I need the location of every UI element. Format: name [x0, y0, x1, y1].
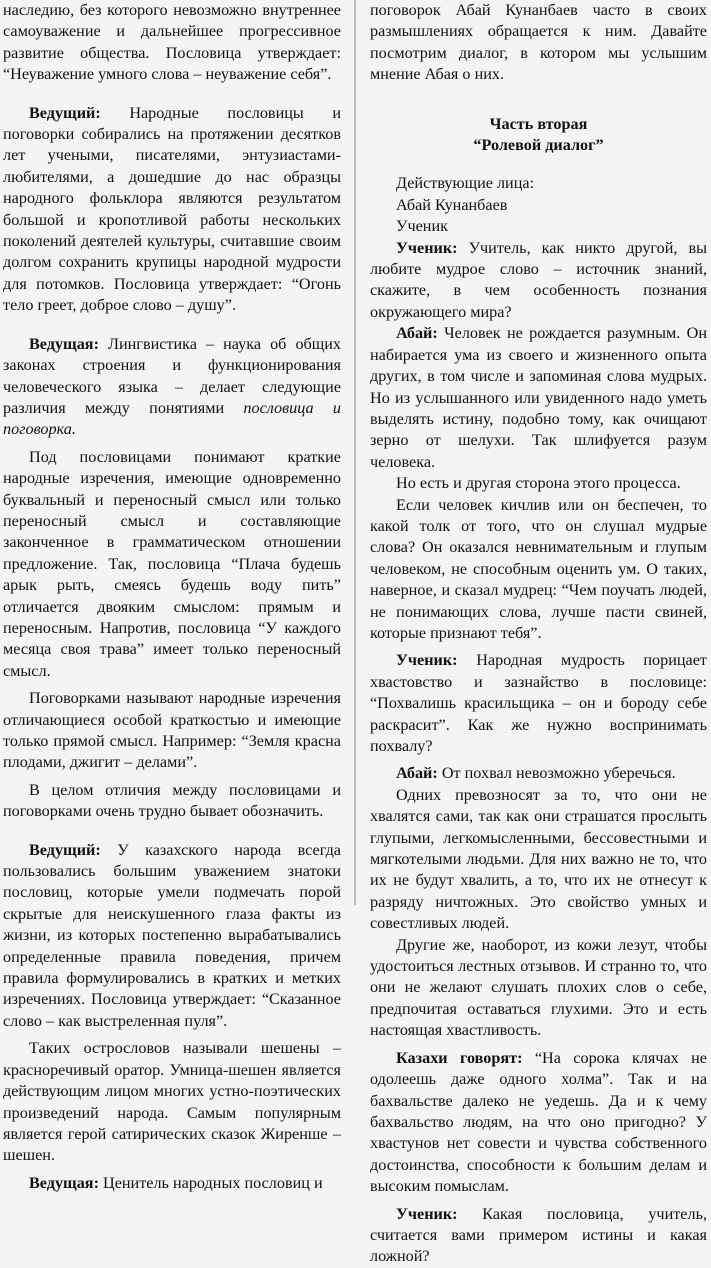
left-column — [3, 0, 341, 1194]
paragraph: Под пословицами понимают краткие народные изречения, имеющие одновременно буквальный и переносный смысл или только переносный смысл и составляющие законченное в грамматическом отношении предложение. Так, пословица “Плача будешь арык рыть, смеясь будешь воду пить” отличается двояким смыслом: прямым и переносным. Напротив, пословица “У каждого месяца своя трава” имеет только переносный смысл. — [3, 447, 341, 680]
paragraph: В целом отличия между пословицами и поговорками очень трудно бывает обозначить. — [3, 780, 341, 821]
cast-member: Ученик — [396, 217, 448, 236]
speaker-label: Ученик: — [396, 1204, 458, 1223]
section-subheading: “Ролевой диалог” — [473, 136, 604, 155]
dialogue-line — [370, 323, 707, 473]
speaker-label: Ведущая: — [29, 334, 99, 353]
paragraph: Таких острословов называли шешены – красноречивый оратор. Умница-шешен является действующим лицом многих устно-поэтических произведений народа. Самым популярным является герой сатирических сказок Жиренше – шешен. — [3, 1039, 341, 1165]
dialogue-line — [370, 650, 707, 757]
column-divider — [354, 0, 356, 905]
speaker-label: Казахи говорят: — [396, 1048, 523, 1067]
paragraph: Поговорками называют народные изречения отличающиеся особой краткостью и имеющие только прямой смысл. Например: “Земля красна плодами, джигит – делами”. — [3, 689, 341, 772]
dialogue-text: Какая пословица, учитель, считается вами примером истины и какая ложной? — [370, 1204, 707, 1266]
cast-title: Действующие лица: — [396, 174, 535, 193]
dialogue-line — [370, 238, 707, 324]
speaker-paragraph — [3, 334, 341, 441]
speaker-label: Ведущая: — [29, 1173, 99, 1192]
speaker-paragraph — [3, 103, 341, 317]
paragraph-text: Народные пословицы и поговорки собирались на протяжении десятков лет учеными, писателями, энтузиастами-любителями, а дошедшие до нас образцы народного фольклора являются результатом большой и кропотливой работы нескольких поколений деятелей культуры, считавшие своим долгом сохранить крупицы народной мудрости для потомков. Пословица утверждает: “Огонь тело греет, доброе слово – душу”. — [3, 103, 341, 315]
dialogue-text: Человек не рождается разумным. Он набирается ума из своего и жизненного опыта других, в том числе и запоминая слова мудрых. Но из услышанного или увиденного надо уметь выделять истину, подобно тому, как очищают зерно от шелухи. Так шлифуется разум человека. — [370, 324, 707, 471]
paragraph-text: Ценитель народных пословиц и — [98, 1173, 323, 1192]
dialogue-text: “На сорока клячах не одолеешь даже одного холма”. Так и на бахвальстве далеко не уедешь. Да и к чему бахвальство людям, на что оно пригодно? У хвастунов нет совести и чувства собственного достоинства, способности к большим делам и высоким помыслам. — [370, 1048, 707, 1196]
cast-member: Абай Кунанбаев — [396, 195, 508, 214]
paragraph: Если человек кичлив или он беспечен, то какой толк от того, что он слушал мудрые слова? Он оказался невнимательным и глупым человеком, не способным оценить ум. О таких, наверное, и сказал мудрец: “Чем поучать людей, не понимающих слова, лучше пасти свиней, которые признают тебя”. — [370, 495, 707, 642]
speaker-label: Ведущий: — [29, 840, 101, 859]
italic-term: пословица и поговорка. — [3, 398, 342, 439]
speaker-paragraph — [3, 1173, 341, 1194]
dialogue-text: Народная мудрость порицает хвастовство и зазнайство в пословице: “Похвалишь красильщика – он и бороду себе раскрасит”. Как же нужно воспринимать похвалу? — [370, 651, 707, 755]
paragraph: Одних превозносят за то, что они не хвалятся сами, так как они страшатся прослыть глупыми, легкомысленными, бессовестными и мягкотелыми людьми. Для них важно не то, что их не будут хвалить, а то, что их не отнесут к разряду ничтожных. Это свойство умных и совестливых людей. — [370, 785, 707, 933]
paragraph: наследию, без которого невозможно внутреннее самоуважение и дальнейшее прогрессивное развитие общества. Пословица утверждает: “Неуважение умного слова – неуважение себя”. — [3, 1, 341, 84]
dialogue-line — [370, 1204, 707, 1268]
speaker-label: Абай: — [396, 324, 438, 343]
paragraph-text: У казахского народа всегда пользовались большим уважением знатоки пословиц, которые умели подмечать порой скрытые для неискушенного глаза факты из жизни, из которых постепенно вырабатывались определенные правила поведения, причем правила формулировались в кратких и метких изречениях. Пословица утверждает: “Сказанное слово – как выстреленная пуля”. — [3, 840, 341, 1030]
right-column — [370, 0, 707, 1268]
speaker-paragraph — [3, 840, 341, 1033]
paragraph: поговорок Абай Кунанбаев часто в своих размышлениях обращается к ним. Давайте посмотрим диалог, в котором мы услышим мнение Абая о них. — [370, 1, 707, 84]
dialogue-line — [370, 1048, 707, 1198]
speaker-label: Абай: — [396, 764, 438, 783]
paragraph: Другие же, наоборот, из кожи лезут, чтобы удостоиться лестных отзывов. И странно то, что они не желают слушать плохих слов о себе, предпочитая оставаться глухими. Это и есть настоящая хвастливость. — [370, 935, 707, 1040]
speaker-label: Ученик: — [396, 651, 458, 670]
speaker-label: Ведущий: — [29, 103, 101, 122]
dialogue-text: От похвал невозможно уберечься. — [437, 764, 676, 783]
paragraph-text: Лингвистика – наука об общих законах строения и функционирования человеческого языка – делает следующие различия между понятиями — [3, 334, 341, 417]
dialogue-text: Учитель, как никто другой, вы любите мудрое слово – источник знаний, скажите, в чем особенность познания окружающего мира? — [370, 238, 707, 321]
paragraph: Но есть и другая сторона этого процесса. — [396, 474, 681, 493]
section-heading: Часть вторая — [489, 114, 588, 133]
speaker-label: Ученик: — [396, 238, 458, 257]
dialogue-line — [370, 763, 707, 784]
